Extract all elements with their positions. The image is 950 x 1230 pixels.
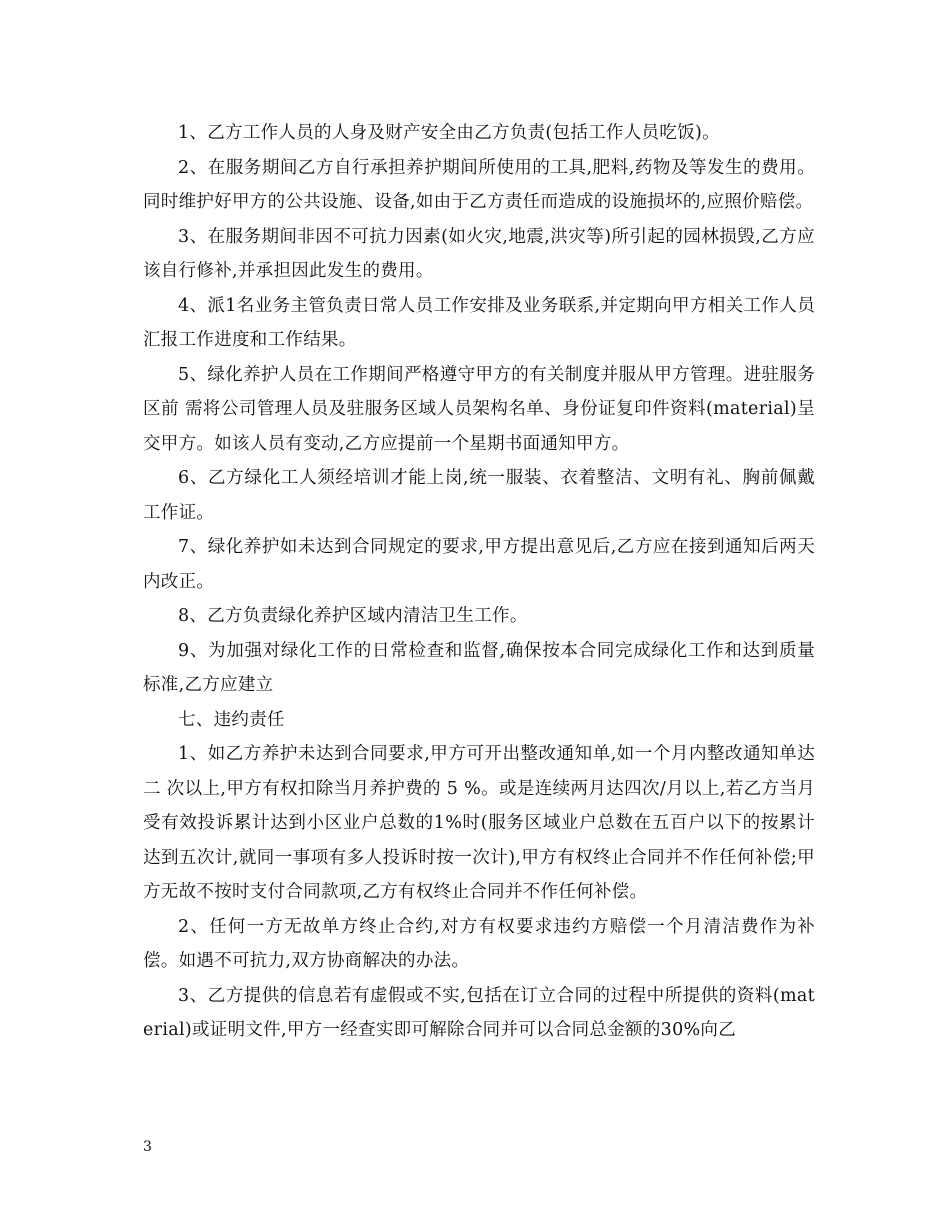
- paragraph-clause-2: 2、在服务期间乙方自行承担养护期间所使用的工具,肥料,药物及等发生的费用。同时维护好甲方的公共设施、设备,如由于乙方责任而造成的设施损坏的,应照价赔偿。: [143, 157, 815, 212]
- paragraph-clause-9: 9、为加强对绿化工作的日常检查和监督,确保按本合同完成绿化工作和达到质量标准,乙方应建立: [143, 640, 815, 695]
- paragraph-clause-7: 7、绿化养护如未达到合同规定的要求,甲方提出意见后,乙方应在接到通知后两天内改正。: [143, 537, 815, 592]
- paragraph-breach-3: 3、乙方提供的信息若有虚假或不实,包括在订立合同的过程中所提供的资料(material)或证明文件,甲方一经查实即可解除合同并可以合同总金额的30%向乙: [143, 985, 815, 1040]
- paragraph-clause-5: 5、绿化养护人员在工作期间严格遵守甲方的有关制度并服从甲方管理。进驻服务区前 需将公司管理人员及驻服务区域人员架构名单、身份证复印件资料(material)呈交甲方。如该人员有变动,乙方应提前一个星期书面通知甲方。: [143, 364, 815, 454]
- paragraph-breach-2: 2、任何一方无故单方终止合约,对方有权要求违约方赔偿一个月清洁费作为补偿。如遇不可抗力,双方协商解决的办法。: [143, 916, 815, 971]
- section-heading-breach-liability: 七、违约责任: [178, 709, 285, 730]
- paragraph-breach-1: 1、如乙方养护未达到合同要求,甲方可开出整改通知单,如一个月内整改通知单达 二 次以上,甲方有权扣除当月养护费的 5 %。或是连续两月达四次/月以上,若乙方当月受有效投诉累计达到小区业户总数的1%时(服务区域业户总数在五百户以下的按累计达到五次计,就同一事项有多人投诉时按一次计),甲方有权终止合同并不作任何补偿;甲方无故不按时支付合同款项,乙方有权终止合同并不作任何补偿。: [143, 744, 815, 902]
- paragraph-clause-8: 8、乙方负责绿化养护区域内清洁卫生工作。: [178, 606, 528, 626]
- paragraph-clause-6: 6、乙方绿化工人须经培训才能上岗,统一服装、衣着整洁、文明有礼、胸前佩戴工作证。: [143, 468, 815, 523]
- page-number: 3: [143, 1139, 152, 1155]
- paragraph-clause-1: 1、乙方工作人员的人身及财产安全由乙方负责(包括工作人员吃饭)。: [178, 123, 720, 143]
- paragraph-clause-3: 3、在服务期间非因不可抗力因素(如火灾,地震,洪灾等)所引起的园林损毁,乙方应该自行修补,并承担因此发生的费用。: [143, 226, 815, 281]
- document-body: [143, 116, 815, 1048]
- paragraph-clause-4: 4、派1名业务主管负责日常人员工作安排及业务联系,并定期向甲方相关工作人员汇报工作进度和工作结果。: [143, 295, 815, 350]
